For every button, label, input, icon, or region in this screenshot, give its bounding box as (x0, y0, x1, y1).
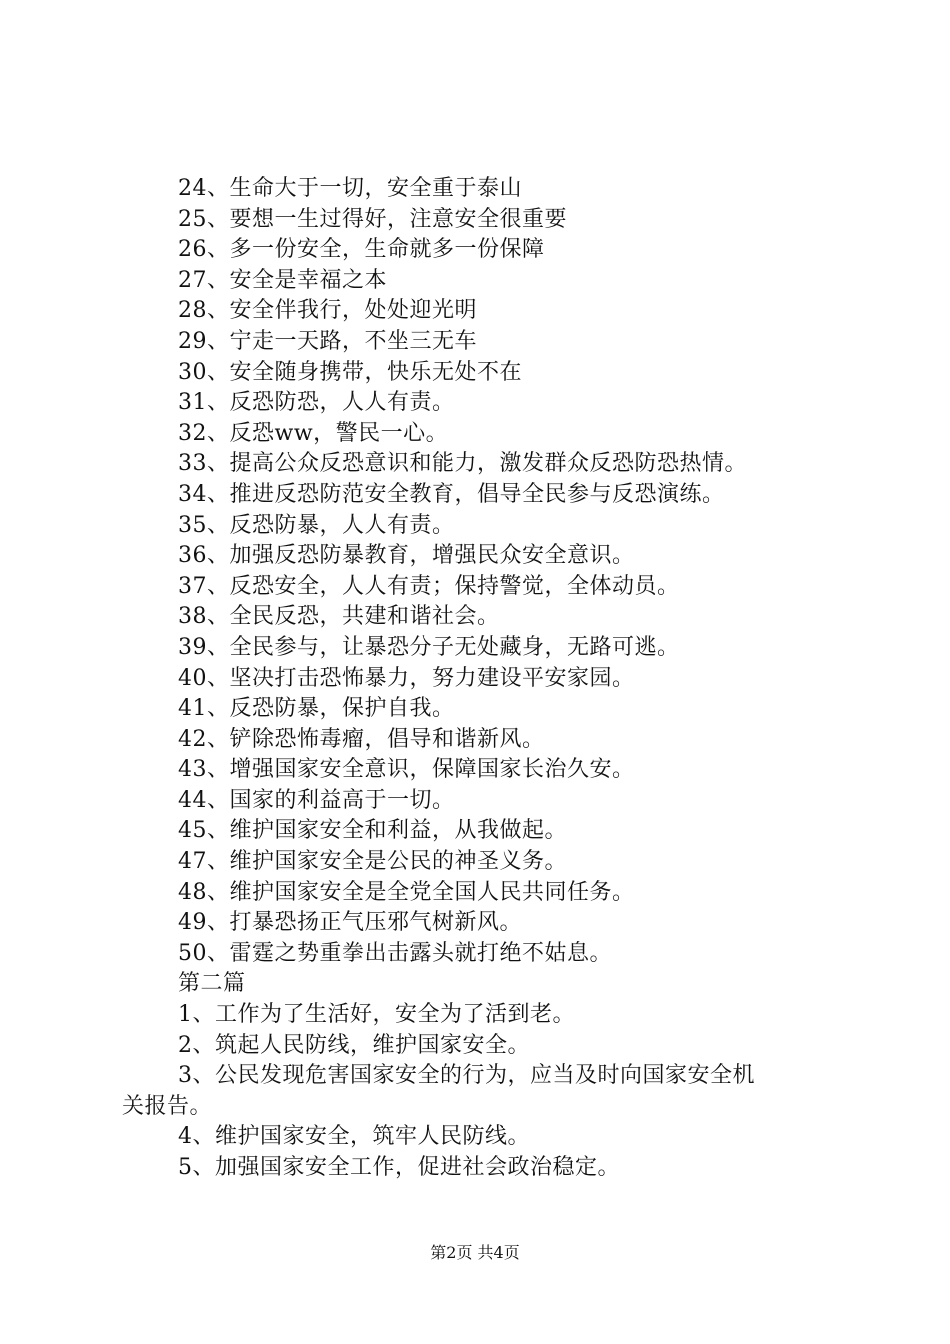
text-line: 48、维护国家安全是全党全国人民共同任务。 (178, 879, 635, 905)
text-line: 4、维护国家安全，筑牢人民防线。 (178, 1124, 530, 1150)
text-line: 32、反恐ww，警民一心。 (178, 420, 449, 446)
text-line: 2、筑起人民防线，维护国家安全。 (178, 1032, 530, 1058)
text-line: 36、加强反恐防暴教育，增强民众安全意识。 (178, 543, 635, 569)
text-line-continuation: 关报告。 (122, 1093, 213, 1119)
text-line: 50、雷霆之势重拳出击露头就打绝不姑息。 (178, 940, 612, 966)
text-line: 24、生命大于一切，安全重于泰山 (178, 176, 522, 201)
text-line: 42、铲除恐怖毒瘤，倡导和谐新风。 (178, 726, 545, 752)
text-line: 39、全民参与，让暴恐分子无处藏身，无路可逃。 (178, 634, 680, 660)
document-body (122, 174, 842, 1184)
text-line: 47、维护国家安全是公民的神圣义务。 (178, 849, 567, 875)
text-line: 34、推进反恐防范安全教育，倡导全民参与反恐演练。 (178, 481, 725, 507)
text-line: 40、坚决打击恐怖暴力，努力建设平安家园。 (178, 665, 635, 691)
text-line: 41、反恐防暴，保护自我。 (178, 696, 455, 722)
text-line: 35、反恐防暴，人人有责。 (178, 512, 455, 538)
text-line: 29、宁走一天路，不坐三无车 (178, 328, 477, 354)
text-line: 1、工作为了生活好，安全为了活到老。 (178, 1002, 575, 1028)
text-line: 31、反恐防恐，人人有责。 (178, 390, 455, 416)
text-line: 49、打暴恐扬正气压邪气树新风。 (178, 910, 522, 936)
section-heading: 第二篇 (178, 971, 246, 997)
text-line: 30、安全随身携带，快乐无处不在 (178, 359, 522, 385)
text-line: 38、全民反恐，共建和谐社会。 (178, 604, 500, 630)
text-line: 45、维护国家安全和利益，从我做起。 (178, 818, 567, 844)
text-line: 26、多一份安全，生命就多一份保障 (178, 237, 545, 263)
text-line: 33、提高公众反恐意识和能力，激发群众反恐防恐热情。 (178, 451, 747, 477)
text-line: 3、公民发现危害国家安全的行为，应当及时向国家安全机 (178, 1063, 755, 1089)
text-line: 5、加强国家安全工作，促进社会政治稳定。 (178, 1155, 620, 1180)
text-line: 43、增强国家安全意识，保障国家长治久安。 (178, 757, 635, 783)
text-line: 44、国家的利益高于一切。 (178, 787, 455, 813)
text-line: 37、反恐安全，人人有责；保持警觉，全体动员。 (178, 573, 680, 599)
text-line: 25、要想一生过得好，注意安全很重要 (178, 206, 567, 232)
page-footer: 第2页 共4页 (430, 1243, 520, 1262)
text-line: 27、安全是幸福之本 (178, 267, 387, 293)
text-line: 28、安全伴我行，处处迎光明 (178, 298, 477, 324)
